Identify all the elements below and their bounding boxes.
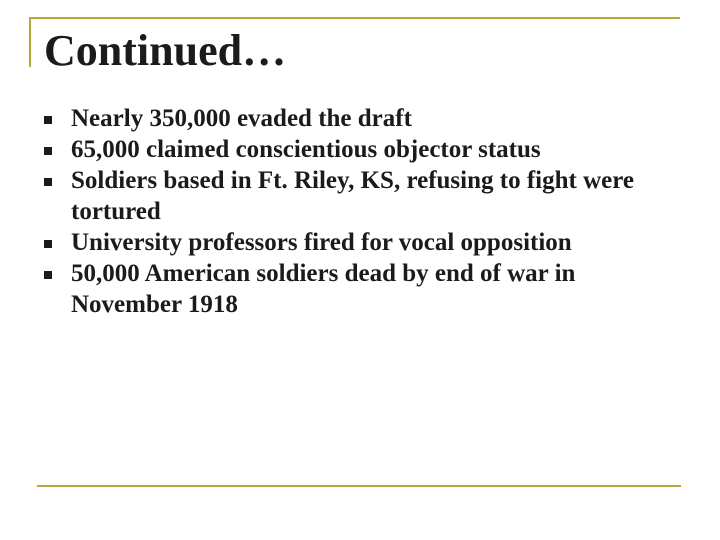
square-bullet-icon	[44, 271, 52, 279]
square-bullet-icon	[44, 240, 52, 248]
bullet-item	[44, 103, 680, 134]
left-rule	[29, 17, 31, 67]
bullet-item	[44, 227, 680, 258]
bullet-list	[44, 103, 680, 320]
square-bullet-icon	[44, 178, 52, 186]
bottom-rule	[37, 485, 681, 487]
bullet-text: 65,000 claimed conscientious objector status	[71, 136, 541, 163]
top-rule	[29, 17, 680, 19]
bullet-text: Soldiers based in Ft. Riley, KS, refusing to fight were tortured	[71, 167, 634, 225]
square-bullet-icon	[44, 147, 52, 155]
square-bullet-icon	[44, 116, 52, 124]
bullet-text: 50,000 American soldiers dead by end of war in November 1918	[71, 260, 576, 318]
bullet-item	[44, 134, 680, 165]
bullet-text: University professors fired for vocal opposition	[71, 229, 572, 256]
bullet-text: Nearly 350,000 evaded the draft	[71, 105, 412, 132]
bullet-item	[44, 165, 680, 227]
bullet-item	[44, 258, 680, 320]
slide-title: Continued…	[44, 26, 287, 75]
